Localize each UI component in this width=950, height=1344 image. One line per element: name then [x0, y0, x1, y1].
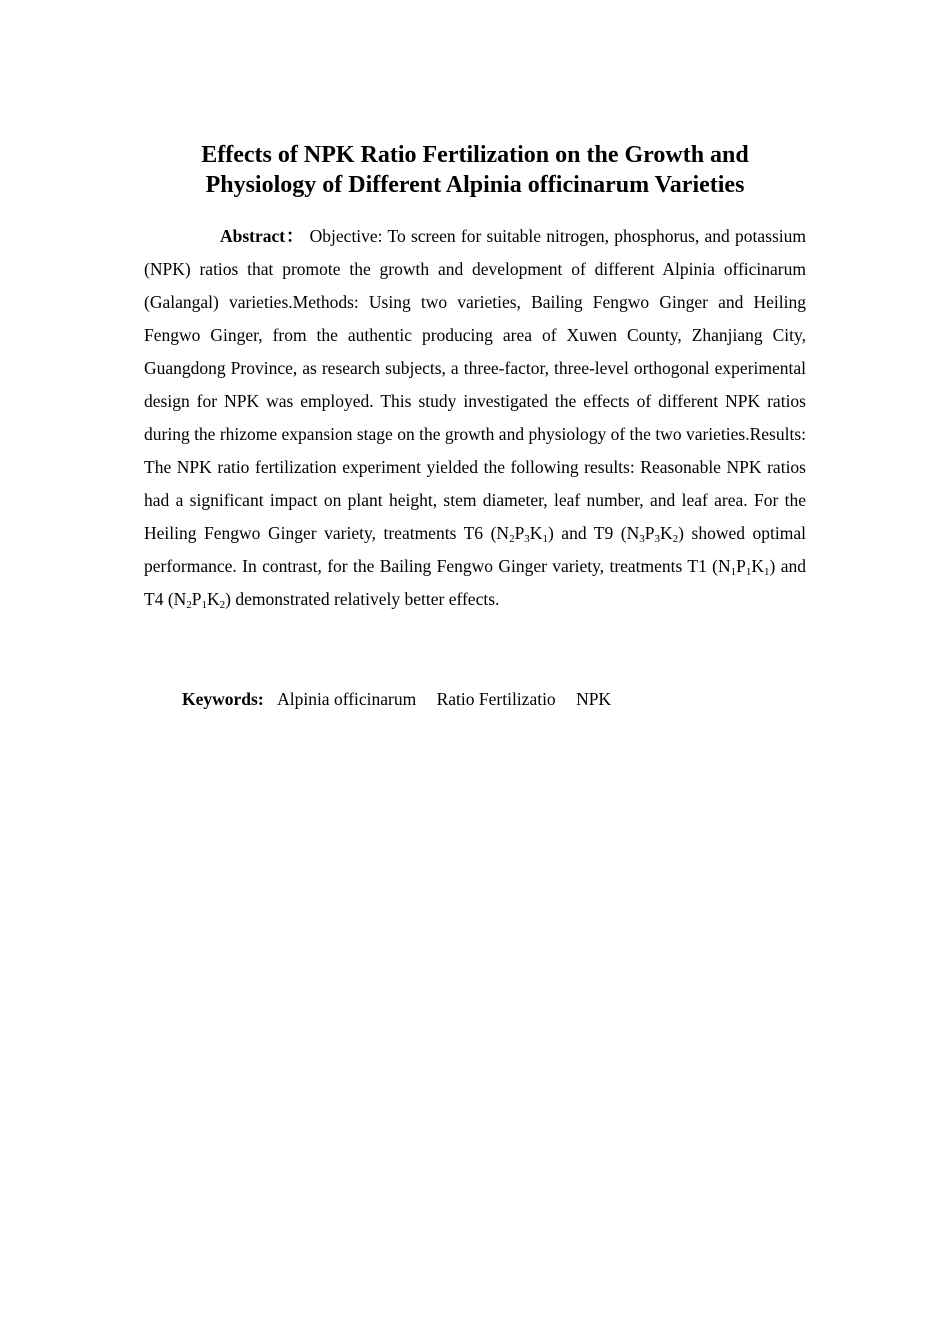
keyword-item: Ratio Fertilizatio: [436, 689, 556, 709]
title-line-1: Effects of NPK Ratio Fertilization on the Growth and: [201, 142, 749, 168]
keywords-line: [182, 685, 627, 713]
title-line-2: Physiology of Different Alpinia officinarum Varieties: [205, 172, 745, 198]
abstract-text-mid-2: ) showed optimal performance. In contrast, for the Bailing Fengwo Ginger variety, treatments T1 (: [144, 523, 806, 576]
abstract-text-mid-3: ) and T4 (: [144, 556, 806, 609]
formula-t6: $N_2P_3K_1$: [496, 523, 548, 545]
paper-title: [144, 140, 806, 200]
formula-t9: $N_3P_3K_2$: [626, 523, 679, 545]
abstract-text: Objective: To screen for suitable nitrogen, phosphorus, and potassium (NPK) ratios that promote the growth and development of different Alpinia officinarum (Galangal) varieties.Methods: Using two varieties, Bailing Fengwo Ginger and Heiling Fengwo Ginger, from the authentic producing area of Xuwen County, Zhanjiang City, Guangdong Province, as research subjects, a three-factor, three-level orthogonal experimental design for NPK was employed. This study investigated the effects of different NPK ratios during the rhizome expansion stage on the growth and physiology of the two varieties.Results: The NPK ratio fertilization experiment yielded the following results: Reasonable NPK ratios had a significant impact on plant height, stem diameter, leaf number, and leaf area. For the Heiling Fengwo Ginger variety, treatments T6 (: [144, 226, 807, 543]
abstract-label: Abstract：: [220, 226, 305, 246]
keyword-item: Alpinia officinarum: [277, 689, 417, 709]
abstract-paragraph: [144, 220, 806, 616]
abstract-text-mid-1: ) and T9 (: [547, 523, 627, 543]
formula-t4: $N_2P_1K_2$: [173, 589, 226, 611]
abstract-text-end: ) demonstrated relatively better effects.: [225, 589, 500, 609]
keywords-label: Keywords:: [182, 689, 264, 709]
keyword-item: NPK: [576, 689, 612, 709]
formula-t1: $N_1P_1K_1$: [718, 556, 770, 578]
